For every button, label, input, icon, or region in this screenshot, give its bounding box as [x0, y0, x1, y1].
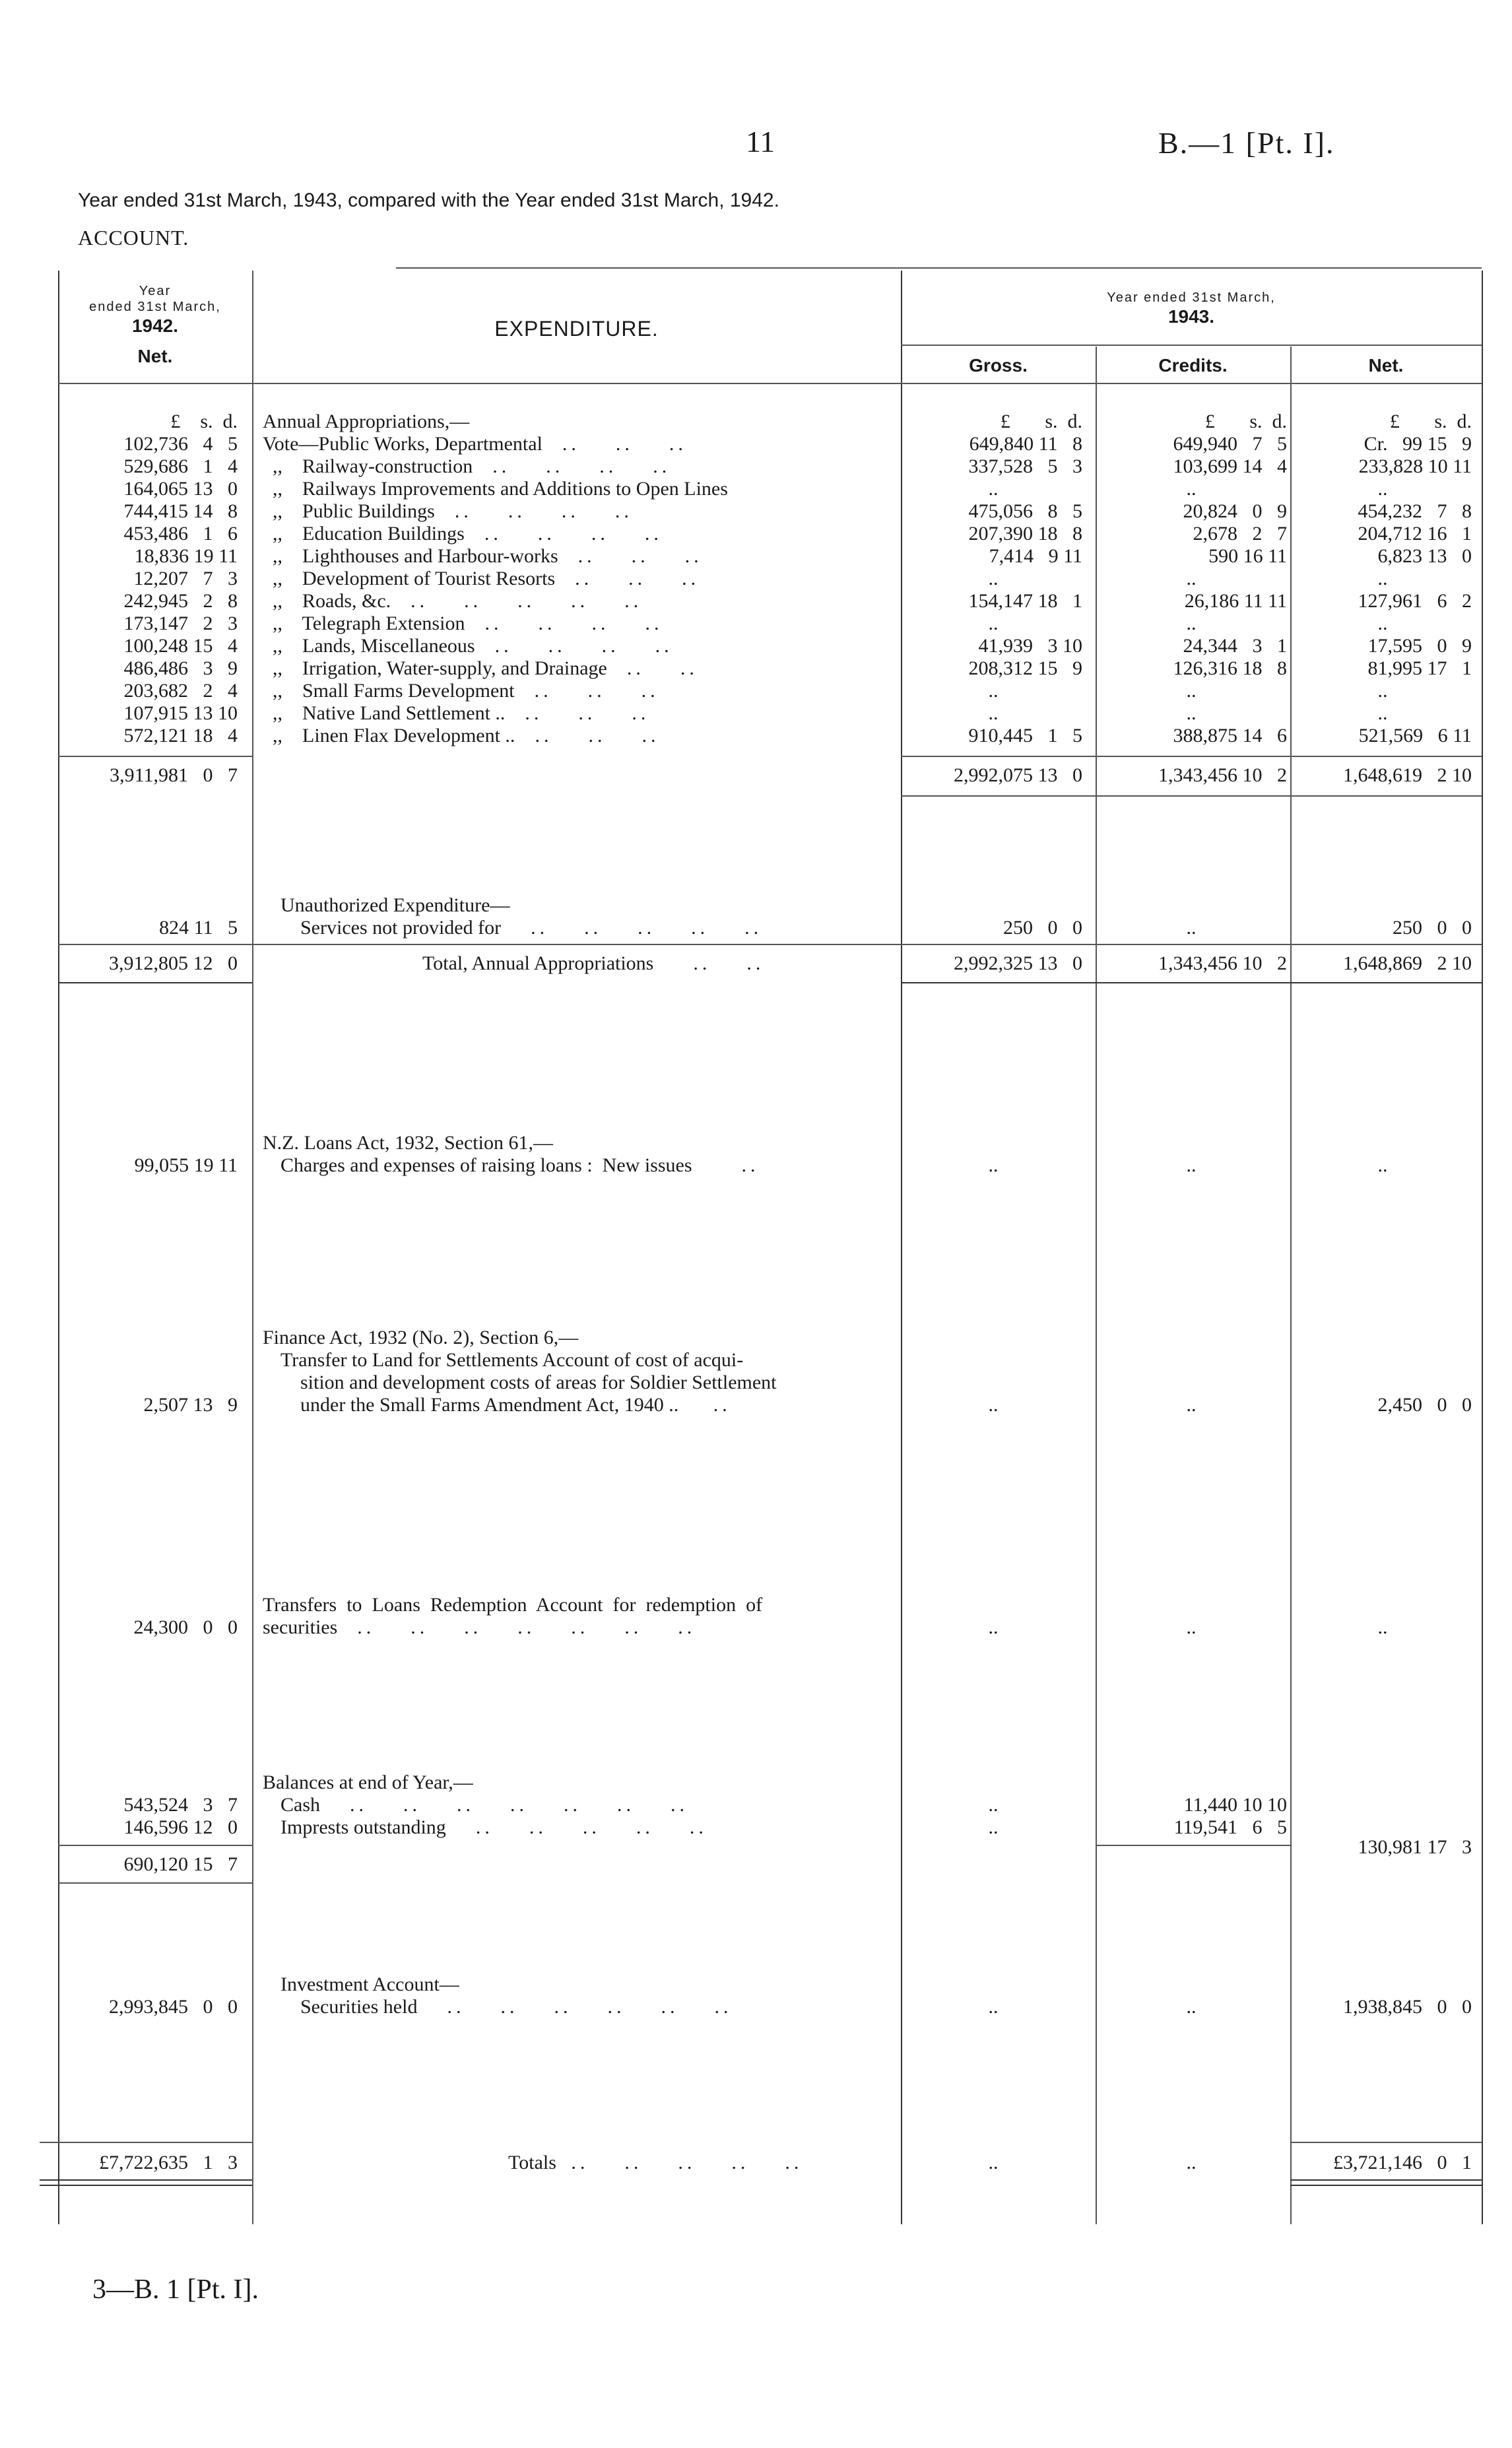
annual-row-credits: .. — [1186, 612, 1197, 634]
finance-dots: .. — [713, 1394, 731, 1416]
annual-row-credits: .. — [1186, 680, 1197, 702]
finance-gross: .. — [988, 1394, 999, 1416]
annual-row-prev: 173,147 2 3 — [123, 612, 238, 634]
annual-row-desc — [263, 500, 633, 523]
totals-top-rule-net — [1290, 2142, 1482, 2143]
annual-row-desc-text: ,, Lighthouses and Harbour-works — [263, 545, 558, 567]
loans-gross: .. — [988, 1154, 999, 1176]
annual-row-prev: 12,207 7 3 — [133, 568, 238, 589]
subtotal-bottom-rule — [901, 795, 1482, 797]
totals-double-rule-prev-2 — [40, 2185, 252, 2186]
total-annual-prev: 3,912,805 12 0 — [109, 952, 238, 974]
finance-line3-text: under the Small Farms Amendment Act, 1940 .. — [300, 1394, 679, 1416]
unauthorized-gross: 250 0 0 — [1003, 917, 1082, 939]
totals-credits: .. — [1186, 2152, 1197, 2173]
annual-row-desc — [263, 523, 663, 545]
annual-row-gross: .. — [988, 568, 999, 589]
page-number: 11 — [746, 125, 775, 158]
investment-prev: 2,993,845 0 0 — [109, 1996, 238, 2018]
investment-heading: Investment Account— — [280, 1973, 459, 1995]
loans-heading: N.Z. Loans Act, 1932, Section 61,— — [263, 1132, 553, 1154]
annual-row-desc — [263, 590, 642, 612]
annual-row-prev: 572,121 18 4 — [123, 725, 238, 746]
redemption-prev: 24,300 0 0 — [133, 1616, 238, 1638]
account-label: ACCOUNT. — [78, 226, 189, 249]
annual-row-net: 17,595 0 9 — [1367, 635, 1472, 657]
balances-prev-bottom-rule — [58, 1882, 252, 1884]
cash-dots: .. .. .. .. .. .. .. — [350, 1794, 688, 1816]
annual-row-desc — [263, 725, 659, 747]
cash-label: Cash — [280, 1794, 320, 1816]
current-year-header-year: 1943. — [1167, 306, 1215, 327]
investment-dots: .. .. .. .. .. .. — [447, 1996, 733, 2018]
table-top-rule — [396, 267, 1482, 269]
prev-units: £ s. d. — [170, 411, 238, 432]
annual-subtotal-gross: 2,992,075 13 0 — [954, 764, 1082, 786]
redemption-line2-text: securities — [263, 1616, 338, 1638]
annual-row-net: .. — [1377, 680, 1388, 702]
annual-subtotal-prev: 3,911,981 0 7 — [110, 764, 238, 786]
annual-row-prev: 164,065 13 0 — [123, 478, 238, 500]
annual-row-desc-text: ,, Native Land Settlement .. — [263, 702, 506, 724]
current-year-header: Year ended 31st March, — [1107, 290, 1276, 305]
prev-year-header-mid: ended 31st March, — [89, 300, 221, 314]
annual-row-prev: 203,682 2 4 — [123, 680, 238, 702]
expenditure-header: EXPENDITURE. — [494, 317, 659, 341]
annual-row-net: 204,712 16 1 — [1358, 523, 1472, 545]
prev-year-header-year: 1942. — [131, 315, 179, 336]
totals-top-rule-prev — [40, 2142, 252, 2143]
redemption-net: .. — [1377, 1616, 1388, 1638]
table-right-rule — [1482, 271, 1483, 2224]
unauthorized-desc — [300, 917, 762, 939]
annual-row-prev: 102,736 4 5 — [123, 433, 238, 455]
annual-row-gross: 208,312 15 9 — [968, 657, 1082, 679]
prev-subtotal-rule — [58, 756, 252, 757]
annual-row-credits: 388,875 14 6 — [1173, 725, 1287, 746]
balances-subtotal-prev: 690,120 15 7 — [123, 1853, 238, 1875]
redemption-line2 — [263, 1616, 696, 1639]
annual-row-desc-text: ,, Education Buildings — [263, 523, 465, 545]
annual-row-credits: 590 16 11 — [1208, 545, 1287, 567]
unauthorized-heading: Unauthorized Expenditure— — [280, 894, 510, 916]
loans-net: .. — [1377, 1154, 1388, 1176]
unauthorized-desc-text: Services not provided for — [300, 917, 502, 939]
annual-row-desc — [263, 433, 687, 455]
cash-credits: 11,440 10 10 — [1183, 1794, 1287, 1816]
investment-gross: .. — [988, 1996, 999, 2018]
annual-row-desc — [263, 635, 673, 657]
annual-row-desc — [263, 478, 748, 500]
annual-row-prev: 486,486 3 9 — [123, 657, 238, 679]
annual-row-desc — [263, 612, 663, 635]
unauthorized-dots: .. .. .. .. .. — [531, 917, 763, 939]
annual-subtotal-credits: 1,343,456 10 2 — [1158, 764, 1287, 786]
annual-row-desc-text: ,, Irrigation, Water-supply, and Drainage — [263, 657, 607, 679]
imprest-prev: 146,596 12 0 — [123, 1816, 238, 1838]
imprest-credits: 119,541 6 5 — [1173, 1816, 1287, 1838]
annual-row-gross: .. — [988, 702, 999, 724]
prev-year-net-header: Net. — [137, 346, 173, 366]
totals-prev: £7,722,635 1 3 — [99, 2152, 238, 2173]
annual-row-prev: 453,486 1 6 — [123, 523, 238, 545]
annual-row-gross: 910,445 1 5 — [968, 725, 1082, 746]
investment-desc — [300, 1996, 732, 2018]
annual-row-desc — [263, 657, 698, 680]
prev-year-column-rule — [252, 271, 253, 2224]
annual-row-gross: 475,056 8 5 — [968, 500, 1082, 522]
balances-prev-rule — [58, 1845, 252, 1846]
annual-row-net: .. — [1377, 702, 1388, 724]
annual-row-dots: .. .. .. .. — [484, 612, 663, 634]
annual-row-credits: 26,186 11 11 — [1184, 590, 1287, 612]
annual-row-desc-text: ,, Development of Tourist Resorts — [263, 568, 556, 589]
annual-row-gross: .. — [988, 478, 999, 500]
total-annual-credits: 1,343,456 10 2 — [1158, 952, 1287, 974]
annual-row-credits: .. — [1186, 702, 1197, 724]
annual-row-credits: 103,699 14 4 — [1173, 455, 1287, 477]
document-reference: B.—1 [Pt. I]. — [1158, 126, 1335, 160]
investment-net: 1,938,845 0 0 — [1343, 1996, 1472, 2018]
annual-row-desc — [263, 455, 671, 478]
annual-row-prev: 107,915 13 10 — [123, 702, 238, 724]
annual-row-gross: 337,528 5 3 — [968, 455, 1082, 477]
total-annual-label — [422, 952, 764, 975]
balances-cash — [280, 1794, 688, 1816]
loans-desc — [280, 1154, 760, 1177]
annual-row-net: 127,961 6 2 — [1358, 590, 1472, 612]
imprest-dots: .. .. .. .. .. — [475, 1816, 707, 1838]
annual-row-net: 6,823 13 0 — [1377, 545, 1472, 567]
annual-row-net: 454,232 7 8 — [1358, 500, 1472, 522]
annual-row-gross: 7,414 9 11 — [989, 545, 1082, 567]
annual-row-net: 521,569 6 11 — [1358, 725, 1472, 746]
total-annual-gross: 2,992,325 13 0 — [954, 952, 1082, 974]
cash-prev: 543,524 3 7 — [123, 1794, 238, 1816]
finance-heading: Finance Act, 1932 (No. 2), Section 6,— — [263, 1327, 579, 1348]
redemption-credits: .. — [1186, 1616, 1197, 1638]
imprest-gross: .. — [988, 1816, 999, 1838]
annual-row-dots: .. .. .. .. — [492, 455, 671, 477]
current-year-header-rule — [901, 345, 1482, 346]
annual-row-desc — [263, 545, 703, 568]
header-bottom-rule — [58, 383, 1482, 384]
loans-dots: .. — [741, 1154, 760, 1176]
totals-double-rule-prev-1 — [40, 2179, 252, 2181]
annual-row-gross: 649,840 11 8 — [969, 433, 1082, 455]
annual-row-credits: 126,316 18 8 — [1173, 657, 1287, 679]
expenditure-column-rule — [901, 271, 902, 2224]
finance-line1: Transfer to Land for Settlements Account of cost of acqui- — [280, 1349, 744, 1371]
annual-row-desc — [263, 680, 659, 702]
unauthorized-prev: 824 11 5 — [159, 917, 238, 939]
annual-row-desc-text: ,, Public Buildings — [263, 500, 435, 522]
annual-row-desc-text: ,, Lands, Miscellaneous — [263, 635, 475, 657]
net-units: £ s. d. — [1389, 411, 1472, 432]
footer-reference: 3—B. 1 [Pt. I]. — [92, 2274, 259, 2305]
annual-row-desc-text: ,, Telegraph Extension — [263, 612, 465, 634]
finance-credits: .. — [1186, 1394, 1197, 1416]
total-bottom-rule-current — [901, 982, 1482, 983]
net-header: Net. — [1368, 355, 1404, 376]
totals-double-rule-net-2 — [1290, 2185, 1482, 2186]
annual-row-credits: .. — [1186, 478, 1197, 500]
annual-row-prev: 744,415 14 8 — [123, 500, 238, 522]
annual-row-net: Cr. 99 15 9 — [1364, 433, 1472, 455]
annual-row-gross: 154,147 18 1 — [968, 590, 1082, 612]
redemption-dots: .. .. .. .. .. .. .. — [357, 1616, 696, 1638]
annual-row-prev: 100,248 15 4 — [123, 635, 238, 657]
prev-year-header-top: Year — [139, 284, 172, 298]
finance-line2: sition and development costs of areas for Soldier Settlement — [300, 1372, 777, 1393]
finance-prev: 2,507 13 9 — [143, 1394, 238, 1416]
annual-row-dots: .. .. .. .. .. — [411, 590, 643, 612]
annual-row-dots: .. .. .. — [534, 680, 659, 702]
totals-label — [508, 2152, 803, 2174]
balances-net: 130,981 17 3 — [1358, 1836, 1472, 1858]
annual-row-dots: .. .. .. — [577, 545, 703, 567]
current-subtotal-rule — [901, 756, 1482, 757]
annual-row-dots: .. .. .. — [535, 725, 660, 746]
loans-credits: .. — [1186, 1154, 1197, 1176]
annual-row-desc — [263, 702, 649, 725]
annual-row-credits: 649,940 7 5 — [1173, 433, 1287, 455]
investment-desc-text: Securities held — [300, 1996, 418, 2018]
annual-row-credits: 2,678 2 7 — [1193, 523, 1287, 545]
annual-row-dots: .. .. .. — [562, 433, 687, 455]
annual-row-desc-text: ,, Roads, &c. — [263, 590, 391, 612]
gross-units: £ s. d. — [1000, 411, 1082, 432]
balances-heading: Balances at end of Year,— — [263, 1771, 473, 1793]
annual-row-prev: 529,686 1 4 — [123, 455, 238, 477]
totals-dots: .. .. .. .. .. — [571, 2152, 803, 2173]
annual-row-dots: .. .. .. .. — [454, 500, 633, 522]
annual-row-net: .. — [1377, 478, 1388, 500]
finance-line3 — [300, 1394, 731, 1416]
loans-desc-text: Charges and expenses of raising loans : New issues — [280, 1154, 692, 1176]
annual-row-dots: .. .. .. .. — [484, 523, 663, 545]
annual-row-desc-text: ,, Small Farms Development — [263, 680, 515, 702]
annual-row-net: .. — [1377, 568, 1388, 589]
totals-double-rule-net-1 — [1290, 2179, 1482, 2181]
total-bottom-rule-prev — [58, 982, 252, 983]
annual-row-desc-text: ,, Railway-construction — [263, 455, 473, 477]
total-annual-net: 1,648,869 2 10 — [1343, 952, 1472, 974]
annual-row-credits: .. — [1186, 568, 1197, 589]
total-annual-dots: .. .. — [693, 952, 765, 974]
credits-column-rule — [1290, 347, 1292, 2224]
totals-net: £3,721,146 0 1 — [1333, 2152, 1472, 2173]
annual-row-credits: 24,344 3 1 — [1183, 635, 1287, 657]
unauthorized-credits: .. — [1186, 917, 1197, 939]
annual-row-gross: 41,939 3 10 — [978, 635, 1082, 657]
totals-gross: .. — [988, 2152, 999, 2173]
total-top-rule — [58, 944, 1482, 945]
credits-header: Credits. — [1158, 355, 1228, 376]
annual-row-net: .. — [1377, 612, 1388, 634]
annual-row-gross: .. — [988, 612, 999, 634]
total-annual-label-text: Total, Annual Appropriations — [422, 952, 654, 974]
balances-imprests — [280, 1816, 707, 1839]
annual-appropriations-heading: Annual Appropriations,— — [263, 411, 470, 432]
annual-subtotal-net: 1,648,619 2 10 — [1343, 764, 1472, 786]
annual-row-prev: 242,945 2 8 — [123, 590, 238, 612]
annual-row-desc-text: ,, Linen Flax Development .. — [263, 725, 515, 746]
gross-header: Gross. — [969, 355, 1028, 376]
annual-row-dots: .. .. .. .. — [494, 635, 673, 657]
annual-row-credits: 20,824 0 9 — [1183, 500, 1287, 522]
investment-credits: .. — [1186, 1996, 1197, 2018]
imprest-label: Imprests outstanding — [280, 1816, 446, 1838]
annual-row-gross: .. — [988, 680, 999, 702]
unauthorized-net: 250 0 0 — [1393, 917, 1472, 939]
credits-units: £ s. d. — [1204, 411, 1287, 432]
balances-credits-rule — [1096, 1845, 1290, 1846]
annual-row-desc-text: Vote—Public Works, Departmental — [263, 433, 542, 455]
account-subtitle: Year ended 31st March, 1943, compared with the Year ended 31st March, 1942. — [78, 189, 779, 211]
redemption-line1: Transfers to Loans Redemption Account for redemption of — [263, 1594, 763, 1616]
annual-row-prev: 18,836 19 11 — [134, 545, 238, 567]
annual-row-net: 81,995 17 1 — [1367, 657, 1472, 679]
annual-row-dots: .. .. .. — [575, 568, 700, 589]
cash-gross: .. — [988, 1794, 999, 1816]
totals-label-text: Totals — [508, 2152, 556, 2173]
annual-row-gross: 207,390 18 8 — [968, 523, 1082, 545]
annual-row-dots: .. .. — [626, 657, 698, 679]
redemption-gross: .. — [988, 1616, 999, 1638]
annual-row-net: 233,828 10 11 — [1358, 455, 1472, 477]
annual-row-dots: .. .. .. — [525, 702, 650, 724]
finance-net: 2,450 0 0 — [1377, 1394, 1472, 1416]
annual-row-desc — [263, 568, 700, 590]
loans-prev: 99,055 19 11 — [134, 1154, 238, 1176]
annual-row-desc-text: ,, Railways Improvements and Additions to Open Lines — [263, 478, 728, 500]
